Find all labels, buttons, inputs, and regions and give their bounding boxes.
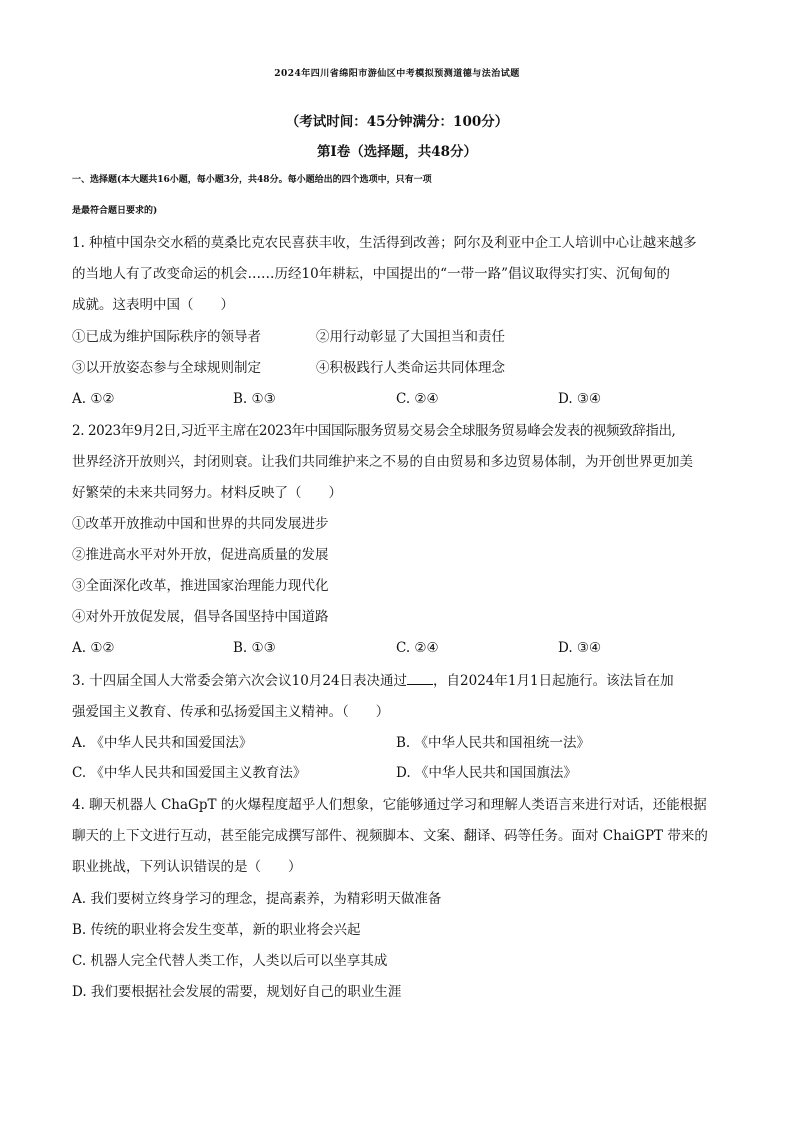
- question-1-statement-1: ①已成为维护国际秩序的领导者: [72, 329, 261, 345]
- question-3-option-d[interactable]: D. 《中华人民共和国国旗法》: [396, 765, 577, 781]
- question-3-stem-before-blank: 3. 十四届全国人大常委会第六次会议10月24日表决通过: [72, 673, 408, 689]
- question-2-stem-line-2: 世界经济开放则兴，封闭则衰。让我们共同维护来之不易的自由贸易和多边贸易体制，为开创世界更加美: [72, 454, 693, 470]
- question-1-option-c[interactable]: C. ②④: [396, 391, 439, 407]
- question-2-stem-line-3: 好繁荣的未来共同努力。材料反映了（ ）: [72, 485, 342, 501]
- question-4-stem-line-2: 聊天的上下文进行互动，甚至能完成撰写部件、视频脚本、文案、翻译、码等任务。面对 ChaiGPT 带来的: [72, 828, 708, 844]
- question-1-stem-line-2: 的当地人有了改变命运的机会……历经10年耕耘，中国提出的“一带一路”倡议取得实打实、沉甸甸的: [72, 266, 670, 282]
- question-1-stem-line-1: 1. 种植中国杂交水稻的莫桑比克农民喜获丰收，生活得到改善；阿尔及利亚中企工人培训中心让越来越多: [72, 235, 697, 251]
- question-3-option-c[interactable]: C. 《中华人民共和国爱国主义教育法》: [72, 765, 307, 781]
- question-4-stem-line-3: 职业挑战，下列认识错误的是（ ）: [72, 859, 302, 875]
- question-3-stem-line-2: 强爱国主义教育、传承和弘扬爱国主义精神。（ ）: [72, 704, 390, 720]
- question-1-option-d[interactable]: D. ③④: [558, 391, 602, 407]
- question-3-option-a[interactable]: A. 《中华人民共和国爱国法》: [72, 735, 253, 751]
- section-instruction-line-1: 一、选择题(本大题共16小题，每小题3分，共48分。每小题给出的四个选项中，只有一项: [72, 175, 432, 185]
- question-2-option-c[interactable]: C. ②④: [396, 640, 439, 656]
- question-1-statement-3: ③以开放姿态参与全球规则制定: [72, 360, 261, 376]
- question-4-stem-line-1: 4. 聊天机器人 ChaGpT 的火爆程度超乎人们想象，它能够通过学习和理解人类语言来进行对话，还能根据: [72, 797, 707, 813]
- question-3-option-b[interactable]: B. 《中华人民共和国祖统一法》: [396, 735, 591, 751]
- question-2-statement-2: ②推进高水平对外开放，促进高质量的发展: [72, 547, 329, 563]
- question-3-stem-after-blank: ，自2024年1月1日起施行。该法旨在加: [433, 673, 674, 689]
- question-1-option-b[interactable]: B. ①③: [233, 391, 276, 407]
- section-instruction-line-2: 是最符合题日要求的): [72, 206, 158, 216]
- question-4-option-b[interactable]: B. 传统的职业将会发生变革，新的职业将会兴起: [72, 922, 361, 938]
- question-4-option-d[interactable]: D. 我们要根据社会发展的需要，规划好自己的职业生涯: [72, 984, 402, 1000]
- question-2-statement-3: ③全面深化改革，推进国家治理能力现代化: [72, 578, 329, 594]
- question-1-statement-2: ②用行动彰显了大国担当和责任: [316, 329, 505, 345]
- question-4-option-a[interactable]: A. 我们要树立终身学习的理念，提高素养，为精彩明天做准备: [72, 891, 442, 907]
- question-2-option-a[interactable]: A. ①②: [72, 640, 115, 656]
- question-2-option-b[interactable]: B. ①③: [233, 640, 276, 656]
- part-title: 第Ⅰ卷（选择题，共48分）: [316, 144, 478, 160]
- question-1-option-a[interactable]: A. ①②: [72, 391, 115, 407]
- question-2-option-d[interactable]: D. ③④: [558, 640, 602, 656]
- question-2-statement-4: ④对外开放促发展，倡导各国坚持中国道路: [72, 609, 329, 625]
- question-2-statement-1: ①改革开放推动中国和世界的共同发展进步: [72, 516, 329, 532]
- answer-blank: [407, 672, 433, 685]
- question-4-option-c[interactable]: C. 机器人完全代替人类工作，人类以后可以坐享其成: [72, 953, 388, 969]
- exam-title: 2024年四川省绵阳市游仙区中考模拟预测道德与法治试题: [274, 69, 520, 79]
- question-2-stem-line-1: 2. 2023年9月2日,习近平主席在2023年中国国际服务贸易交易会全球服务贸易峰会发表的视频致辞指出,: [72, 423, 676, 439]
- question-3-stem-line-1: [72, 672, 722, 690]
- exam-info: （考试时间：45分钟满分：100分）: [285, 114, 509, 130]
- question-1-stem-line-3: 成就。这表明中国（ ）: [72, 297, 234, 313]
- question-1-statement-4: ④积极践行人类命运共同体理念: [316, 360, 505, 376]
